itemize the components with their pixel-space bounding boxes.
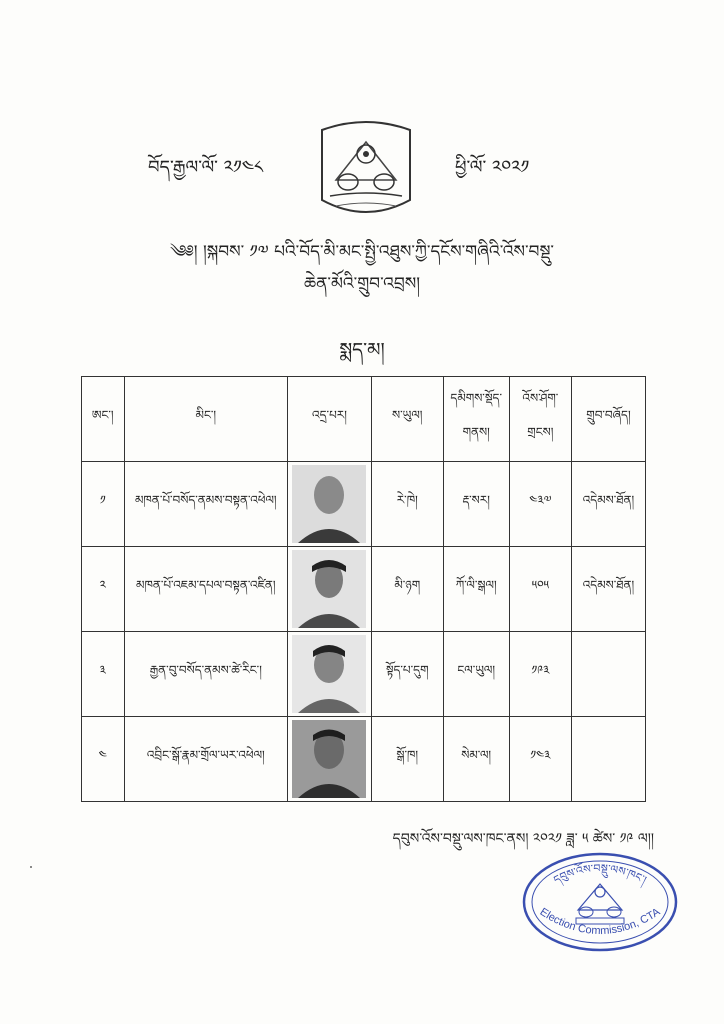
election-commission-stamp xyxy=(520,850,680,954)
candidate-photo xyxy=(292,635,366,713)
header-number: ཨང་། xyxy=(82,377,125,462)
candidate-votes: ༥༠༥ xyxy=(509,547,571,632)
row-number: ༡ xyxy=(82,462,125,547)
photo-cell xyxy=(288,717,372,802)
candidate-status: འདེམས་ཐོན། xyxy=(571,547,645,632)
row-number: ༢ xyxy=(82,547,125,632)
tibetan-year: བོད་རྒྱལ་ལོ་ ༢༡༤༨ xyxy=(148,157,264,178)
page-title-line1: ༄༅། །སྐབས་ ༡༧ པའི་བོད་མི་མང་སྤྱི་འཐུས་ཀྱི་དངོས་གཞིའི་འོས་བསྡུ་ xyxy=(170,242,554,262)
svg-text:དབུས་འོས་བསྡུ་ལས་ཁང་། xyxy=(552,861,649,889)
page-title-line2: ཆེན་མོའི་གྲུབ་འབྲས། xyxy=(303,274,420,294)
photo-cell xyxy=(288,632,372,717)
emblem-seal xyxy=(318,120,414,222)
candidate-votes: ༡༤༣ xyxy=(509,717,571,802)
candidate-place: སྒོ་ཁ། xyxy=(371,717,443,802)
candidate-place: རེ་ཁེ། xyxy=(371,462,443,547)
gregorian-year: ཕྱི་ལོ་ ༢༠༢༡ xyxy=(455,157,530,178)
candidate-photo xyxy=(292,465,366,543)
candidate-status xyxy=(571,632,645,717)
header-name: མིང་། xyxy=(124,377,288,462)
header-votes: འོས་ཤོག་གྲངས། xyxy=(509,377,571,462)
candidate-photo xyxy=(292,550,366,628)
candidate-name: རྒྱན་བུ་བསོད་ནམས་ཚེ་རིང་། xyxy=(124,632,288,717)
candidate-name: མཁན་པོ་འཇམ་དཔལ་བསྟན་འཛིན། xyxy=(124,547,288,632)
header-settlement: དམིགས་སྡོད་གནས། xyxy=(443,377,509,462)
candidate-name: འབྲིང་སྒོ་རྣམ་གྲོལ་ཡར་འཕེལ། xyxy=(124,717,288,802)
candidate-place: མི་ཉག xyxy=(371,547,443,632)
candidate-photo xyxy=(292,720,366,798)
table-row xyxy=(82,632,646,717)
header-status: གྲུབ་བཞོད། xyxy=(571,377,645,462)
photo-cell xyxy=(288,462,372,547)
header-photo: འདྲ་པར། xyxy=(288,377,372,462)
candidate-settlement: ངལ་ཡུལ། xyxy=(443,632,509,717)
candidate-settlement: རྡ་སར། xyxy=(443,462,509,547)
table-row xyxy=(82,547,646,632)
candidate-status xyxy=(571,717,645,802)
stamp-bottom-text: Election Commission, CTA xyxy=(537,905,663,938)
photo-cell xyxy=(288,547,372,632)
speck xyxy=(30,866,32,868)
stamp-top-text: དབུས་འོས་བསྡུ་ལས་ཁང་། xyxy=(551,861,649,887)
candidate-votes: ༤༣༧ xyxy=(509,462,571,547)
candidate-settlement: སེམ་ལ། xyxy=(443,717,509,802)
candidate-votes: ༡༩༣ xyxy=(509,632,571,717)
table-row xyxy=(82,717,646,802)
row-number: ༣ xyxy=(82,632,125,717)
header-place: ས་ཡུལ། xyxy=(371,377,443,462)
candidate-place: སྟོད་པ་དུག xyxy=(371,632,443,717)
row-number: ༤ xyxy=(82,717,125,802)
results-table xyxy=(81,376,646,802)
candidate-settlement: ཀོ་ལི་སྒལ། xyxy=(443,547,509,632)
page-subtitle: སྨད་མ། xyxy=(339,339,385,361)
table-header-row xyxy=(82,377,646,462)
candidate-name: མཁན་པོ་བསོད་ནམས་བསྟན་འཕེལ། xyxy=(124,462,288,547)
footer-signature-line: དབུས་འོས་བསྡུ་ལས་ཁང་ནས། ༢༠༢༡ ཟླ་ ༥ ཚེས་ ༡༩ ལ།། xyxy=(392,831,654,847)
table-row xyxy=(82,462,646,547)
candidate-status: འདེམས་ཐོན། xyxy=(571,462,645,547)
